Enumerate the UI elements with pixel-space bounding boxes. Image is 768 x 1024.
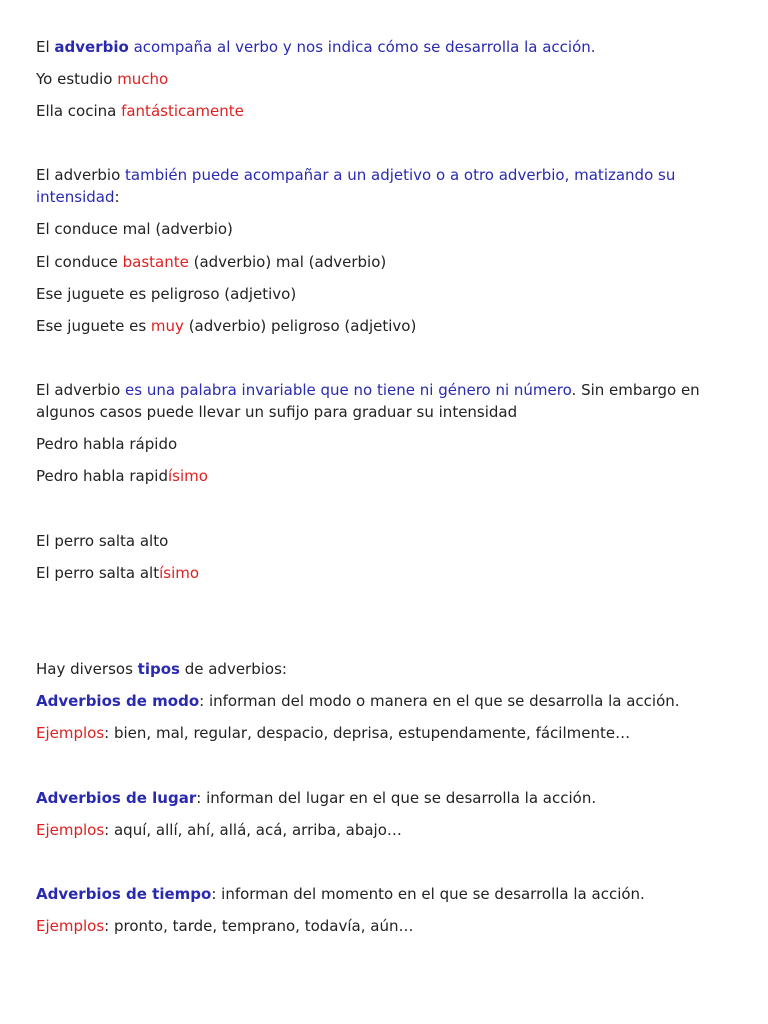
examples-list: : pronto, tarde, temprano, todavía, aún… — [104, 917, 414, 935]
examples-list: : bien, mal, regular, despacio, deprisa, estupendamente, fácilmente… — [104, 724, 631, 742]
type-tiempo-examples — [36, 915, 736, 937]
type-lugar-heading — [36, 787, 736, 809]
example-line — [36, 315, 736, 337]
example-line — [36, 433, 736, 455]
suffix-highlight: ísimo — [159, 564, 200, 582]
examples-label: Ejemplos — [36, 724, 105, 742]
text: . Sin embargo en algunos casos puede llevar un sufijo para graduar su intensidad — [36, 381, 700, 421]
type-description: : informan del lugar en el que se desarrolla la acción. — [196, 789, 597, 807]
text: de adverbios: — [179, 660, 287, 678]
text: Hay diversos — [36, 660, 138, 678]
example-line — [36, 562, 736, 584]
example-line — [36, 68, 736, 90]
type-modo-examples — [36, 722, 736, 744]
keyword-tipos: tipos — [137, 660, 180, 678]
example-line — [36, 218, 736, 240]
intro-definition — [36, 36, 736, 58]
text: El perro salta alt — [36, 564, 160, 582]
highlight-text: también puede acompañar a un adjetivo o a otro adverbio, matizando su intensidad — [36, 166, 676, 206]
text: Pedro habla rápido — [36, 435, 178, 453]
text: El conduce — [36, 253, 123, 271]
keyword-adverbio: adverbio — [54, 38, 129, 56]
type-modo-heading — [36, 690, 736, 712]
suffix-highlight: ísimo — [167, 467, 208, 485]
examples-list: : aquí, allí, ahí, allá, acá, arriba, abajo… — [104, 821, 402, 839]
types-intro — [36, 658, 736, 680]
example-line — [36, 251, 736, 273]
type-description: : informan del modo o manera en el que se desarrolla la acción. — [199, 692, 680, 710]
type-tiempo-heading — [36, 883, 736, 905]
invariable-paragraph — [36, 379, 736, 423]
examples-label: Ejemplos — [36, 917, 105, 935]
example-adverb: bastante — [122, 253, 189, 271]
example-line — [36, 530, 736, 552]
type-title: Adverbios de modo — [36, 692, 200, 710]
text: Pedro habla rapid — [36, 467, 168, 485]
highlight-text: es una palabra invariable que no tiene ni género ni número — [125, 381, 572, 399]
text: : — [114, 188, 120, 206]
example-adverb: fantásticamente — [121, 102, 244, 120]
text: El adverbio — [36, 166, 126, 184]
text: (adverbio) mal (adverbio) — [188, 253, 387, 271]
text: Ella cocina — [36, 102, 122, 120]
text: El conduce mal (adverbio) — [36, 220, 233, 238]
type-title: Adverbios de tiempo — [36, 885, 212, 903]
intensity-paragraph — [36, 164, 736, 208]
text: El adverbio — [36, 381, 126, 399]
example-line — [36, 465, 736, 487]
example-adverb: mucho — [117, 70, 169, 88]
text: Ese juguete es — [36, 317, 151, 335]
type-description: : informan del momento en el que se desarrolla la acción. — [211, 885, 645, 903]
example-adverb: muy — [150, 317, 184, 335]
type-lugar-examples — [36, 819, 736, 841]
text: (adverbio) peligroso (adjetivo) — [183, 317, 417, 335]
text: Yo estudio — [36, 70, 118, 88]
highlight-text: acompaña al verbo y nos indica cómo se desarrolla la acción. — [128, 38, 596, 56]
text: Ese juguete es peligroso (adjetivo) — [36, 285, 297, 303]
examples-label: Ejemplos — [36, 821, 105, 839]
text: El — [36, 38, 55, 56]
text: El perro salta alto — [36, 532, 169, 550]
example-line — [36, 283, 736, 305]
example-line — [36, 100, 736, 122]
type-title: Adverbios de lugar — [36, 789, 197, 807]
